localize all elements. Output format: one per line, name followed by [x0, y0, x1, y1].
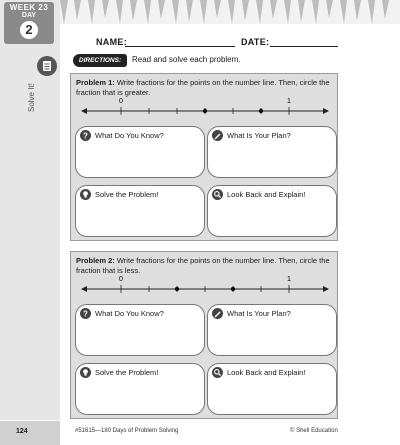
svg-text:?: ? — [83, 131, 88, 141]
book-reference: #51615—180 Days of Problem Solving — [75, 428, 179, 434]
look-back-label: Look Back and Explain! — [227, 190, 306, 199]
problem-1-text — [76, 78, 334, 98]
problem-1-panel — [70, 73, 338, 241]
decorative-top-band — [0, 0, 400, 24]
plan-box[interactable] — [207, 126, 337, 178]
problem-1-instructions: Write fractions for the points on the number line. Then, circle the fraction that is greater. — [76, 78, 330, 97]
lightbulb-icon — [80, 367, 91, 378]
name-field[interactable] — [125, 46, 235, 47]
magnifier-icon — [212, 367, 223, 378]
problem-2-number-line — [81, 275, 329, 297]
look-back-box[interactable] — [207, 185, 337, 237]
know-label: What Do You Know? — [95, 131, 164, 140]
number-line-point-a — [203, 109, 207, 113]
directions-badge: DIRECTIONS: — [73, 54, 127, 67]
number-line-label-end: 1 — [287, 98, 291, 105]
page-footer — [0, 421, 400, 445]
number-line-label-start: 0 — [119, 98, 123, 105]
day-number: 2 — [20, 21, 38, 39]
week-label: WEEK 23 — [9, 3, 49, 12]
left-spine — [0, 0, 60, 420]
look-back-label: Look Back and Explain! — [227, 368, 306, 377]
date-label: DATE: — [241, 37, 270, 47]
lightbulb-icon — [80, 189, 91, 200]
section-label: Solve It! — [27, 83, 36, 112]
page-number-tab — [0, 421, 60, 445]
problem-2-instructions: Write fractions for the points on the number line. Then, circle the fraction that is less. — [76, 256, 330, 275]
pencil-icon — [212, 130, 223, 141]
notepad-icon — [37, 56, 57, 76]
question-icon — [80, 130, 91, 141]
solve-box[interactable] — [75, 363, 205, 415]
solve-label: Solve the Problem! — [95, 368, 159, 377]
publisher: © Shell Education — [290, 428, 338, 434]
number-line-label-start: 0 — [119, 276, 123, 283]
problem-2-text — [76, 256, 334, 276]
look-back-box[interactable] — [207, 363, 337, 415]
plan-label: What Is Your Plan? — [227, 131, 291, 140]
know-box[interactable] — [75, 304, 205, 356]
number-line-point-a — [175, 287, 179, 291]
name-label: NAME: — [96, 37, 127, 47]
problem-2-label: Problem 2: — [76, 256, 115, 265]
number-line-point-b — [259, 109, 263, 113]
number-line-label-end: 1 — [287, 276, 291, 283]
directions-text: Read and solve each problem. — [132, 55, 241, 64]
plan-box[interactable] — [207, 304, 337, 356]
day-label: DAY — [21, 12, 37, 19]
page-number: 124 — [16, 428, 28, 435]
pencil-icon — [212, 308, 223, 319]
magnifier-icon — [212, 189, 223, 200]
problem-1-label: Problem 1: — [76, 78, 115, 87]
svg-text:?: ? — [83, 309, 88, 319]
know-box[interactable] — [75, 126, 205, 178]
problem-1-number-line — [81, 97, 329, 119]
number-line-point-b — [231, 287, 235, 291]
question-icon — [80, 308, 91, 319]
solve-label: Solve the Problem! — [95, 190, 159, 199]
know-label: What Do You Know? — [95, 309, 164, 318]
problem-2-panel — [70, 251, 338, 419]
date-field[interactable] — [270, 46, 338, 47]
plan-label: What Is Your Plan? — [227, 309, 291, 318]
solve-box[interactable] — [75, 185, 205, 237]
week-day-tag — [4, 2, 54, 44]
